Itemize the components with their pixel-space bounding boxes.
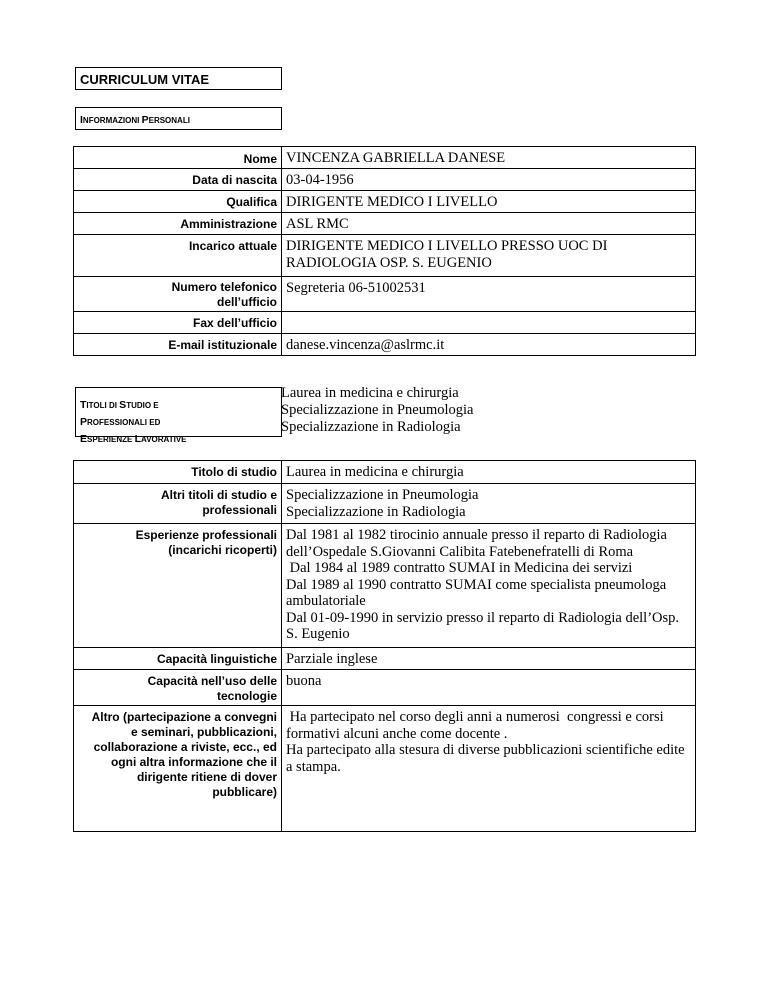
row-label: Altro (partecipazione a convegni e seminari, pubblicazioni, collaborazione a riviste, ecc., ed ogni altra informazione che il dirigente ritiene di dover pubblicare) — [74, 706, 282, 832]
personal-info-heading — [75, 107, 282, 130]
value-line: Specializzazione in Pneumologia — [286, 487, 479, 503]
heading-rest: NFORMAZIONI — [82, 116, 142, 125]
table-row — [74, 670, 696, 706]
table-row — [74, 312, 696, 334]
row-label: Data di nascita — [74, 169, 282, 191]
row-value — [282, 670, 696, 706]
heading-rest: AVORATIVE — [141, 435, 187, 444]
heading-initial: S — [119, 399, 127, 411]
table-row — [74, 169, 696, 191]
row-value: DIRIGENTE MEDICO I LIVELLO PRESSO UOC DI RADIOLOGIA OSP. S. EUGENIO — [282, 235, 696, 277]
titoli-heading — [75, 387, 282, 445]
row-label: Nome — [74, 147, 282, 169]
row-value — [282, 312, 696, 334]
table-row — [74, 147, 696, 169]
heading-initial: T — [80, 399, 87, 411]
row-value: 03-04-1956 — [282, 169, 696, 191]
heading-rest: TUDIO E — [126, 401, 159, 410]
table-row — [74, 277, 696, 312]
row-value: ASL RMC — [282, 213, 696, 235]
table-row — [74, 524, 696, 648]
list-item: Laurea in medicina e chirurgia — [281, 385, 459, 401]
row-value — [282, 461, 696, 484]
table-row — [74, 484, 696, 524]
row-label: Numero telefonico dell’ufficio — [74, 277, 282, 312]
titoli-list — [281, 385, 473, 436]
row-label: Amministrazione — [74, 213, 282, 235]
table-row — [74, 706, 696, 832]
heading-initial: P — [141, 114, 149, 126]
value-line: Dal 01-09-1990 in servizio presso il reparto di Radiologia dell’Osp. S. Eugenio — [286, 609, 680, 642]
row-label: Qualifica — [74, 191, 282, 213]
table-row — [74, 213, 696, 235]
table-row — [74, 191, 696, 213]
row-value — [282, 524, 696, 648]
value-line: Laurea in medicina e chirurgia — [286, 464, 464, 480]
list-item: Specializzazione in Radiologia — [281, 419, 461, 435]
heading-rest: ERSONALI — [148, 116, 190, 125]
cv-title — [75, 67, 282, 90]
value-line: Dal 1981 al 1982 tirocinio annuale presso il reparto di Radiologia dell’Ospedale S.Giovanni Calibita Fatebenefratelli di Roma — [286, 527, 667, 560]
heading-rest: ROFESSIONALI ED — [87, 418, 161, 427]
value-line: Ha partecipato alla stesura di diverse pubblicazioni scientifiche edite a stampa. — [286, 742, 685, 775]
list-item: Specializzazione in Pneumologia — [281, 402, 474, 418]
row-value — [282, 484, 696, 524]
heading-initial: P — [80, 416, 88, 428]
value-line: Dal 1989 al 1990 contratto SUMAI come specialista pneumologa ambulatoriale — [286, 576, 667, 609]
row-value: DIRIGENTE MEDICO I LIVELLO — [282, 191, 696, 213]
cv-title-text: CURRICULUM VITAE — [80, 72, 210, 87]
value-line: buona — [286, 673, 322, 689]
heading-initial: I — [80, 114, 83, 126]
value-line: Specializzazione in Radiologia — [286, 503, 466, 520]
value-line: Dal 1984 al 1989 contratto SUMAI in Medicina dei servizi — [286, 560, 633, 576]
heading-line — [80, 396, 281, 413]
row-value: danese.vincenza@aslrmc.it — [282, 334, 696, 356]
details-table — [73, 460, 696, 832]
table-row — [74, 235, 696, 277]
value-line: Parziale inglese — [286, 651, 378, 667]
heading-rest: ITOLI DI — [86, 401, 120, 410]
row-label: Altri titoli di studio e professionali — [74, 484, 282, 524]
heading-initial: L — [134, 433, 142, 445]
row-label: E-mail istituzionale — [74, 334, 282, 356]
heading-line — [80, 413, 281, 430]
heading-rest: SPERIENZE — [87, 435, 135, 444]
personal-info-table — [73, 146, 696, 356]
row-value — [282, 648, 696, 670]
row-label: Titolo di studio — [74, 461, 282, 484]
row-value — [282, 706, 696, 832]
row-value: Segreteria 06-51002531 — [282, 277, 696, 312]
value-line: Ha partecipato nel corso degli anni a numerosi congressi e corsi formativi alcuni anche come docente . — [286, 709, 668, 742]
row-label: Fax dell’ufficio — [74, 312, 282, 334]
table-row — [74, 648, 696, 670]
table-row — [74, 461, 696, 484]
row-label: Capacità nell’uso delle tecnologie — [74, 670, 282, 706]
heading-initial: E — [80, 433, 88, 445]
row-label: Capacità linguistiche — [74, 648, 282, 670]
row-value: VINCENZA GABRIELLA DANESE — [282, 147, 696, 169]
heading-line — [80, 430, 281, 447]
table-row — [74, 334, 696, 356]
row-label: Esperienze professionali (incarichi ricoperti) — [74, 524, 282, 648]
row-label: Incarico attuale — [74, 235, 282, 277]
